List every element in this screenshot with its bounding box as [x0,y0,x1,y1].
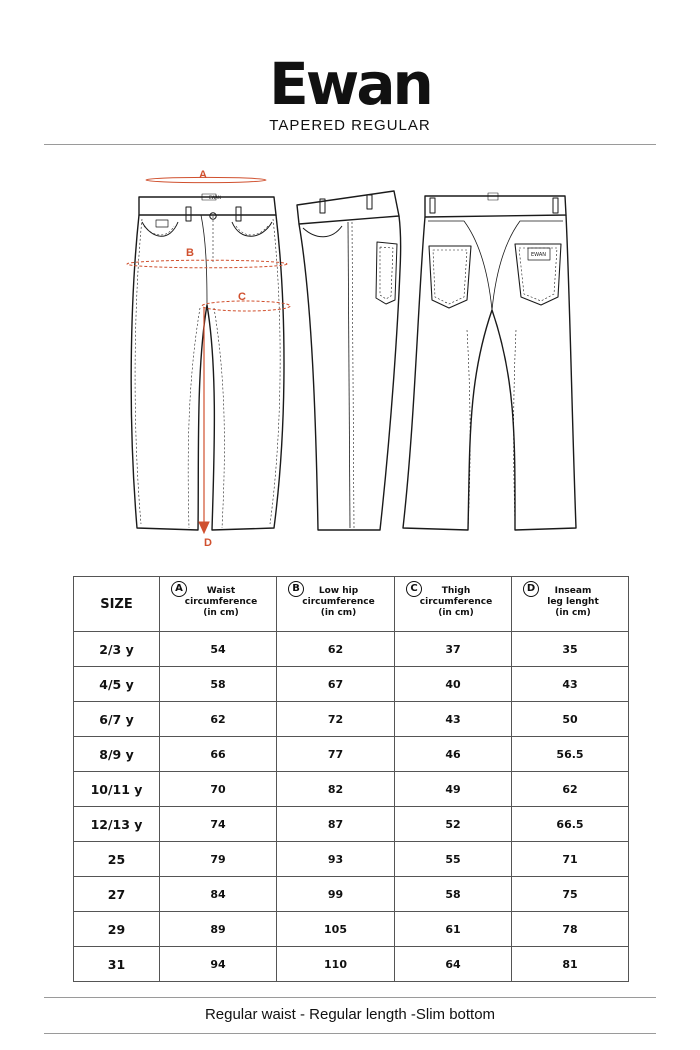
fit-subtitle: TAPERED REGULAR [269,117,431,134]
side-view-jeans [297,191,401,530]
size-cell: 12/13 y [74,807,160,842]
waist-cell: 89 [160,912,277,947]
brand-title: Ewan [269,50,431,118]
letter-b-badge: B [288,581,304,597]
table-header-row [74,577,629,632]
low-hip-cell: 67 [277,667,395,702]
table-row [74,947,629,982]
inseam-cell: 71 [512,842,629,877]
jeans-technical-drawing [0,160,700,560]
low-hip-cell: 87 [277,807,395,842]
inseam-cell: 35 [512,632,629,667]
front-view-jeans [131,194,284,530]
low-hip-cell: 99 [277,877,395,912]
table-row [74,737,629,772]
size-cell: 2/3 y [74,632,160,667]
header-text: circumference [184,597,258,607]
table-row [74,702,629,737]
label-c: C [238,291,246,303]
header-text: leg lenght [547,597,599,607]
header-text: (in cm) [555,608,591,618]
thigh-cell: 52 [395,807,512,842]
low-hip-cell: 72 [277,702,395,737]
thigh-cell: 61 [395,912,512,947]
header-text: Low hip [318,586,359,596]
table-row [74,632,629,667]
table-row [74,912,629,947]
front-label-tag: EWAN [209,195,221,200]
thigh-cell: 43 [395,702,512,737]
inseam-cell: 78 [512,912,629,947]
label-a: A [199,169,207,181]
column-header-thigh [395,577,512,632]
waist-cell: 79 [160,842,277,877]
letter-c-badge: C [406,581,422,597]
waist-cell: 58 [160,667,277,702]
inseam-cell: 66.5 [512,807,629,842]
size-cell: 6/7 y [74,702,160,737]
waist-cell: 84 [160,877,277,912]
inseam-cell: 62 [512,772,629,807]
waist-cell: 66 [160,737,277,772]
header-text: Waist [206,586,236,596]
letter-a-badge: A [171,581,187,597]
table-row [74,807,629,842]
low-hip-cell: 105 [277,912,395,947]
footer-bottom-divider [44,1033,656,1034]
thigh-cell: 58 [395,877,512,912]
back-view-jeans [403,193,576,530]
size-cell: 10/11 y [74,772,160,807]
waist-cell: 70 [160,772,277,807]
inseam-cell: 81 [512,947,629,982]
column-header-low-hip [277,577,395,632]
table-row [74,877,629,912]
inseam-cell: 50 [512,702,629,737]
low-hip-cell: 110 [277,947,395,982]
measure-b-hip [127,260,287,268]
table-row [74,842,629,877]
back-label-tag: EWAN [531,252,546,258]
thigh-cell: 49 [395,772,512,807]
low-hip-cell: 82 [277,772,395,807]
size-cell: 29 [74,912,160,947]
waist-cell: 62 [160,702,277,737]
table-row [74,667,629,702]
fit-description: Regular waist - Regular length -Slim bottom [204,1006,496,1023]
inseam-cell: 43 [512,667,629,702]
thigh-cell: 55 [395,842,512,877]
measure-c-thigh [202,301,290,311]
inseam-cell: 56.5 [512,737,629,772]
label-d: D [204,537,212,549]
header-text: (in cm) [203,608,239,618]
waist-cell: 94 [160,947,277,982]
low-hip-cell: 93 [277,842,395,877]
top-divider [44,144,656,145]
header-text: circumference [302,597,375,607]
low-hip-cell: 62 [277,632,395,667]
size-column-header: SIZE [74,577,160,632]
inseam-arrow-icon [199,522,209,533]
inseam-cell: 75 [512,877,629,912]
header-text: (in cm) [320,608,357,618]
waist-cell: 74 [160,807,277,842]
thigh-cell: 40 [395,667,512,702]
label-b: B [186,247,194,259]
footer-top-divider [44,997,656,998]
size-cell: 25 [74,842,160,877]
column-header-inseam [512,577,629,632]
table-row [74,772,629,807]
header-text: circumference [419,597,493,607]
column-header-waist [160,577,277,632]
size-cell: 8/9 y [74,737,160,772]
thigh-cell: 64 [395,947,512,982]
thigh-cell: 46 [395,737,512,772]
size-cell: 27 [74,877,160,912]
size-chart-table [73,576,629,982]
header-text: (in cm) [438,608,474,618]
size-cell: 4/5 y [74,667,160,702]
waist-cell: 54 [160,632,277,667]
letter-d-badge: D [523,581,539,597]
low-hip-cell: 77 [277,737,395,772]
thigh-cell: 37 [395,632,512,667]
size-cell: 31 [74,947,160,982]
header-text: Inseam [554,586,592,596]
header-text: Thigh [441,586,471,596]
